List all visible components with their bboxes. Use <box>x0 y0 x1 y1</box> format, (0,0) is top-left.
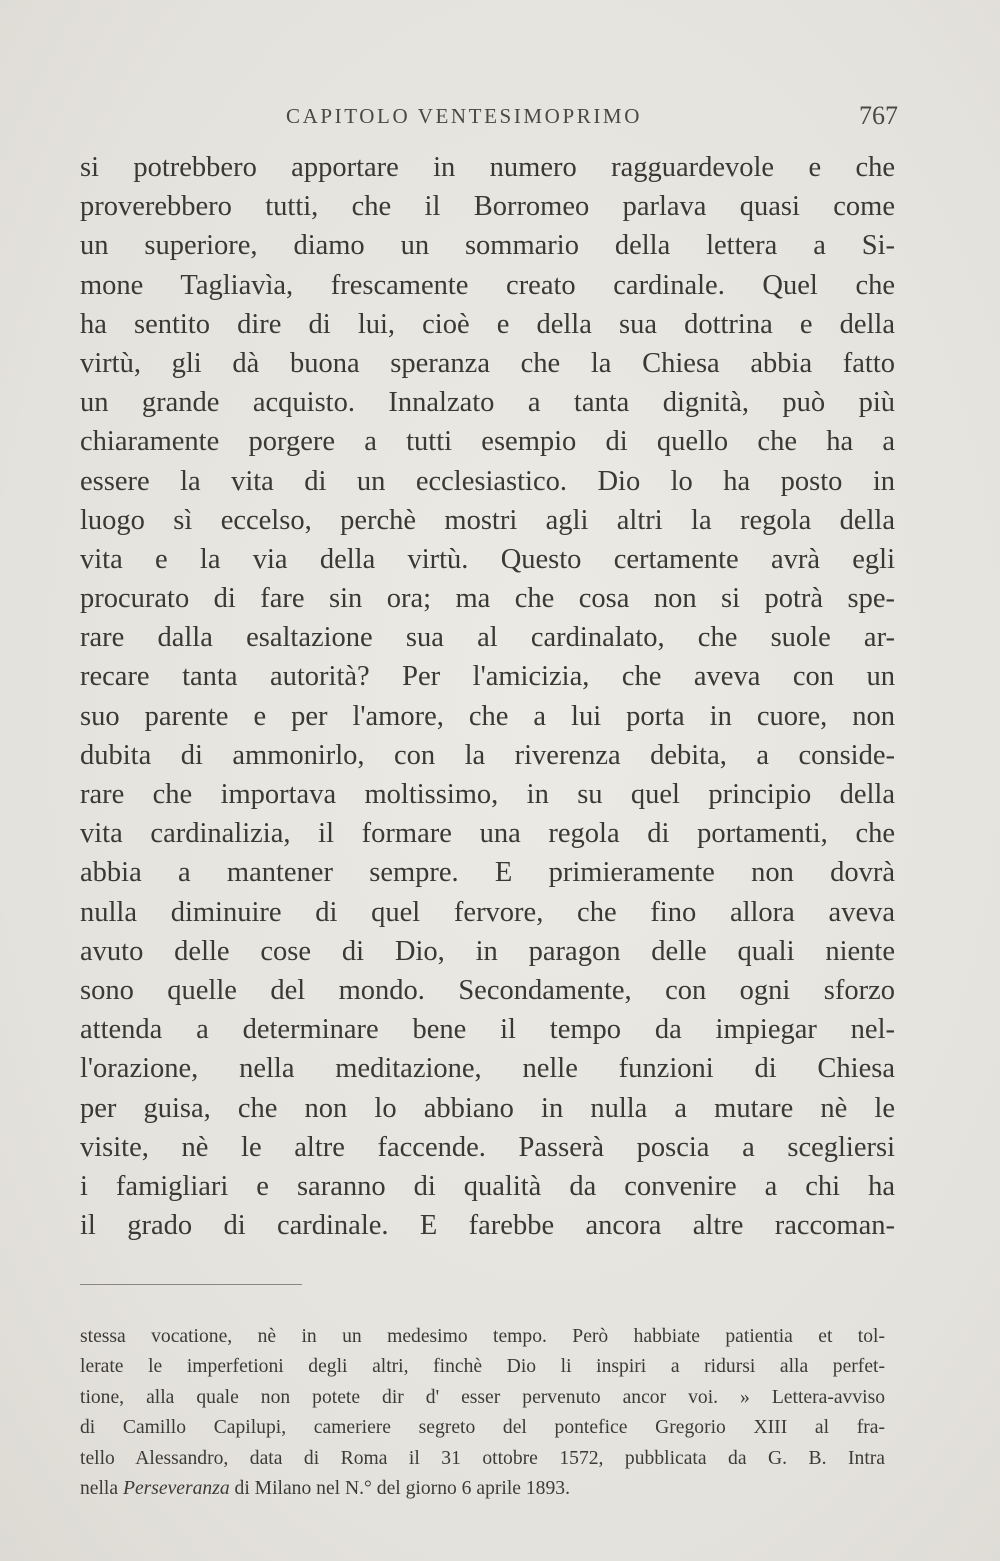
body-line: dubita di ammonirlo, con la riverenza debita, a conside- <box>80 739 895 771</box>
body-line: attenda a determinare bene il tempo da impiegar nel- <box>80 1014 895 1046</box>
body-line: visite, nè le altre faccende. Passerà poscia a scegliersi <box>80 1131 895 1163</box>
footnote <box>80 1322 885 1504</box>
body-line: il grado di cardinale. E farebbe ancora altre raccoman- <box>80 1210 895 1242</box>
footnote-line <box>80 1474 885 1504</box>
footnote-line: di Camillo Capilupi, cameriere segreto del pontefice Gregorio XIII al fra- <box>80 1417 885 1439</box>
body-line: i famigliari e saranno di qualità da convenire a chi ha <box>80 1170 895 1202</box>
footnote-line: tello Alessandro, data di Roma il 31 ottobre 1572, pubblicata da G. B. Intra <box>80 1447 885 1469</box>
footnote-line: tione, alla quale non potete dir d' esser pervenuto ancor voi. » Lettera-avviso <box>80 1386 885 1408</box>
body-line: un grande acquisto. Innalzato a tanta dignità, può più <box>80 387 895 419</box>
body-line: avuto delle cose di Dio, in paragon delle quali niente <box>80 935 895 967</box>
footnote-text: di Milano nel N.° del giorno 6 aprile 1893. <box>229 1477 570 1499</box>
body-line: nulla diminuire di quel fervore, che fino allora aveva <box>80 896 895 928</box>
body-line: l'orazione, nella meditazione, nelle funzioni di Chiesa <box>80 1053 895 1085</box>
body-line: vita e la via della virtù. Questo certamente avrà egli <box>80 543 895 575</box>
body-line: rare dalla esaltazione sua al cardinalato, che suole ar- <box>80 622 895 654</box>
body-line: procurato di fare sin ora; ma che cosa non si potrà spe- <box>80 583 895 615</box>
footnote-newspaper-title: Perseveranza <box>122 1477 230 1499</box>
page-number: 767 <box>859 101 898 130</box>
body-line: abbia a mantener sempre. E primieramente non dovrà <box>80 857 895 889</box>
body-line: luogo sì eccelso, perchè mostri agli altri la regola della <box>80 504 895 536</box>
body-line: rare che importava moltissimo, in su quel principio della <box>80 779 895 810</box>
running-head <box>78 96 898 136</box>
footnote-divider <box>80 1284 302 1285</box>
body-line: per guisa, che non lo abbiano in nulla a mutare nè le <box>80 1092 895 1124</box>
body-line: chiaramente porgere a tutti esempio di quello che ha a <box>80 426 895 458</box>
body-line: un superiore, diamo un sommario della lettera a Si- <box>80 230 895 262</box>
body-line: essere la vita di un ecclesiastico. Dio lo ha posto in <box>80 465 895 497</box>
footnote-text: nella <box>80 1477 123 1499</box>
body-line: vita cardinalizia, il formare una regola di portamenti, che <box>80 818 895 850</box>
running-title: CAPITOLO VENTESIMOPRIMO <box>286 104 642 128</box>
footnote-line: lerate le imperfetioni degli altri, finchè Dio li inspiri a ridursi alla perfet- <box>80 1356 885 1378</box>
body-text <box>80 148 895 1245</box>
body-line: suo parente e per l'amore, che a lui porta in cuore, non <box>80 700 895 732</box>
body-line: proverebbero tutti, che il Borromeo parlava quasi come <box>80 191 895 223</box>
body-line: sono quelle del mondo. Secondamente, con ogni sforzo <box>80 974 895 1006</box>
body-line: ha sentito dire di lui, cioè e della sua dottrina e della <box>80 308 895 340</box>
body-line: recare tanta autorità? Per l'amicizia, che aveva con un <box>80 661 895 693</box>
footnote-line: stessa vocatione, nè in un medesimo tempo. Però habbiate patientia et tol- <box>80 1326 885 1347</box>
body-line: virtù, gli dà buona speranza che la Chiesa abbia fatto <box>80 347 895 379</box>
body-line: mone Tagliavìa, frescamente creato cardinale. Quel che <box>80 269 895 301</box>
body-line: si potrebbero apportare in numero ragguardevole e che <box>80 152 895 183</box>
